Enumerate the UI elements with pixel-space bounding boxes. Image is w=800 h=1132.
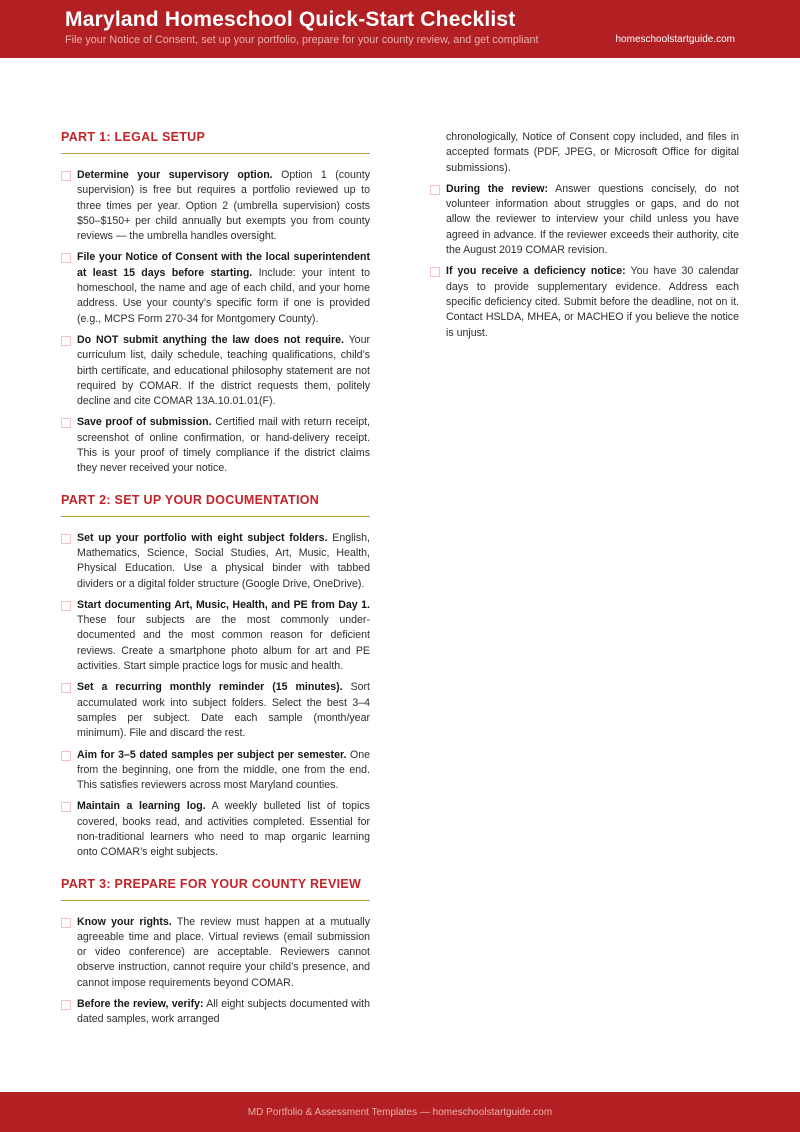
checkbox[interactable] [61,802,71,812]
checklist-item [61,531,370,592]
item-rest: Answer questions concisely, do not volunteer information about struggles or gaps, and do not allow the reviewer to interview your child unless you have agreed in advance. If the reviewer exceeds their authority, cite the August 2019 COMAR revision. [446,182,740,257]
footer-text: MD Portfolio & Assessment Templates — homeschoolstartguide.com [247,1106,553,1118]
item-continuation-text: chronologically, Notice of Consent copy included, and files in accepted formats (PDF, JPEG, or Microsoft Office for digital submissions). [446,131,739,174]
item-lead: Know your rights. [77,915,172,928]
item-rest: Sort accumulated work into subject folders. Select the best 3–4 samples per subject. Date each sample (month/year minimum). File and discard the rest. [77,681,370,740]
checklist-item [61,915,370,991]
checklist-item [61,333,370,409]
checkbox[interactable] [61,683,71,693]
section-part-3 [61,877,370,1028]
section-heading: PART 1: LEGAL SETUP [61,130,206,144]
item-rest: One from the beginning, one from the middle, one from the end. This satisfies reviewers across most Maryland counties. [77,748,370,792]
checkbox[interactable] [61,918,71,928]
item-rest: All eight subjects documented with dated samples, work arranged [77,998,370,1026]
checkbox[interactable] [61,751,71,761]
item-lead: Before the review, verify: [77,998,204,1011]
checkbox[interactable] [430,267,440,277]
checklist-item [61,997,370,1028]
section-heading: PART 3: PREPARE FOR YOUR COUNTY REVIEW [61,876,362,891]
item-rest: You have 30 calendar days to provide supplementary evidence. Address each specific deficiency cited. Submit before the deadline, not on it. Contact HSLDA, MHEA, or MACHEO if you believe the notice is unjust. [446,265,739,339]
item-lead: Set a recurring monthly reminder (15 minutes). [77,681,343,694]
checklist-item [61,799,370,860]
checkbox[interactable] [61,171,71,181]
checklist-item [61,168,370,244]
checklist-item [61,748,370,794]
item-lead: Aim for 3–5 dated samples per subject per semester. [77,748,347,761]
checkbox[interactable] [61,534,71,544]
item-lead: Set up your portfolio with eight subject folders. [77,531,328,544]
item-lead: If you receive a deficiency notice: [446,265,626,278]
section-heading: PART 2: SET UP YOUR DOCUMENTATION [61,492,320,507]
item-rest: Certified mail with return receipt, screenshot of online confirmation, or hand-delivery receipt. This is your proof of timely compliance if the district claims they never received your notice. [77,416,370,475]
checklist-item [61,415,370,476]
page-header [0,0,800,58]
section-divider [61,516,370,517]
section-part-2 [61,493,370,861]
item-rest: These four subjects are the most commonly under-documented and the most common reason for deficient reviews. Create a smartphone photo album for art and PE activities. Start simple practice logs for music and health. [77,614,370,673]
checklist-item [430,182,739,258]
item-lead: During the review: [446,182,548,195]
item-rest: Option 1 (county supervision) is free but requires a portfolio reviewed up to three times per year. Option 2 (umbrella supervision) costs $50–$150+ per child annually but exempts you from county reviews — the umbrella handles oversight. [77,169,371,243]
checklist-item [61,250,370,326]
item-rest: Your curriculum list, daily schedule, teaching qualifications, child’s birth certificate, and educational philosophy statement are not required by COMAR. If the district requests them, politely decline and cite COMAR 13A.10.01.01(F). [77,333,370,408]
checkbox[interactable] [61,1000,71,1010]
checkbox[interactable] [61,336,71,346]
checklist-item [61,598,370,674]
page-footer [0,1092,800,1132]
right-column [430,130,739,1034]
checklist-item [61,680,370,741]
section-divider [61,153,370,154]
checkbox[interactable] [61,601,71,611]
item-lead: File your Notice of Consent with the local superintendent at least 15 days before starting. [77,251,370,279]
item-rest: English, Mathematics, Science, Social Studies, Art, Music, Health, Physical Education. Use a physical binder with tabbed dividers or a digital folder structure (Google Drive, OneDrive). [77,531,370,590]
left-column [61,130,370,1034]
site-url: homeschoolstartguide.com [615,34,735,45]
checkbox[interactable] [430,185,440,195]
item-lead: Determine your supervisory option. [77,169,273,181]
section-part-1 [61,130,370,477]
item-lead: Save proof of submission. [77,416,212,429]
checkbox[interactable] [61,418,71,428]
page-subtitle: File your Notice of Consent, set up your portfolio, prepare for your county review, and get compliant [65,34,539,46]
checklist-item [430,264,739,340]
item-rest: The review must happen at a mutually agreeable time and place. Virtual reviews (email submission or video conference) are acceptable. Reviewers cannot observe instruction, cannot require your child’s presence, and cannot impose requirements beyond COMAR. [77,915,370,989]
item-lead: Maintain a learning log. [77,800,206,813]
page-title: Maryland Homeschool Quick-Start Checklist [65,8,516,31]
checkbox[interactable] [61,253,71,263]
item-lead: Do NOT submit anything the law does not require. [77,333,344,346]
item-rest: A weekly bulleted list of topics covered, books read, and activities completed. Essential for non-traditional learners who need to map organic learning onto COMAR’s eight subjects. [77,800,370,859]
item-rest: Include: your intent to homeschool, the name and age of each child, and your home address. Use your county’s specific form if one is provided (e.g., MCPS Form 270-34 for Montgomery County). [77,266,370,325]
item-lead: Start documenting Art, Music, Health, and PE from Day 1. [77,598,370,611]
section-divider [61,900,370,901]
content [0,58,800,1034]
